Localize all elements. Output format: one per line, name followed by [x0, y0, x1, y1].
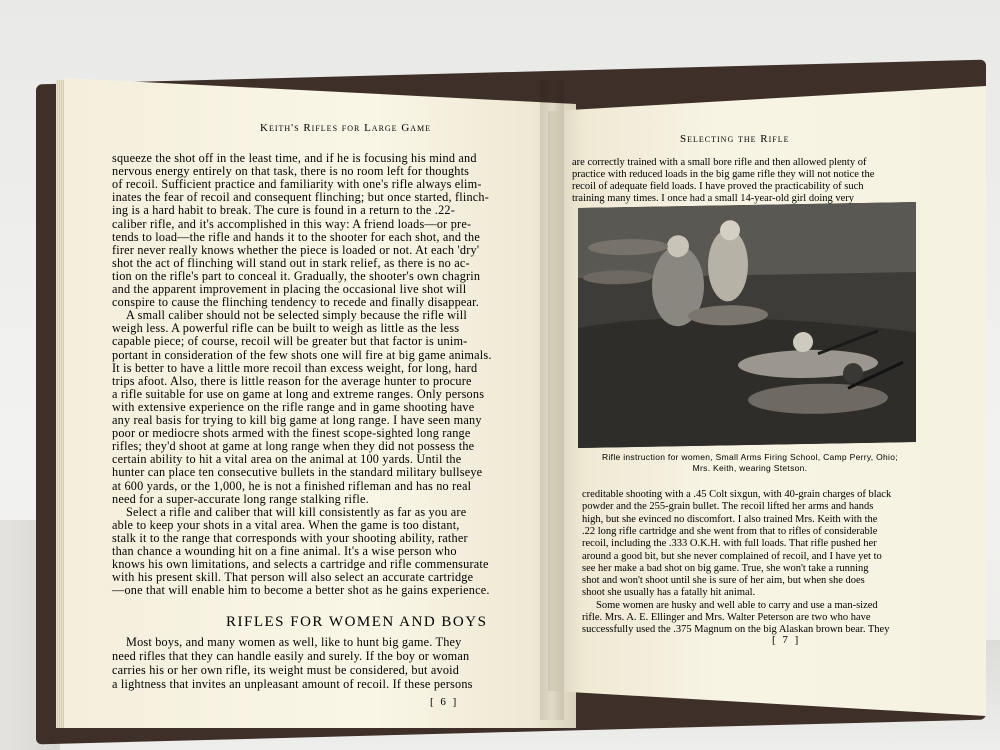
text-line: conspire to cause the flinching tendency to recede and finally disappear. — [112, 295, 480, 310]
text-line: poor or mediocre shots armed with the finest scope-sighted long range — [112, 426, 471, 441]
text-line: tends to load—the rifle and hands it to the shooter for each shot, and the — [112, 229, 480, 244]
text-line: portant in consideration of the few shots one will fire at big game animals. — [112, 347, 492, 362]
text-line: caliber rifle, and it's accomplished in this way: A friend loads—or pre- — [112, 216, 472, 231]
text-line: Most boys, and many women as well, like to hunt big game. They — [126, 635, 462, 649]
text-line: need for a super-accurate long range stalking rifle. — [112, 491, 369, 506]
text-line: successfully used the .375 Magnum on the big Alaskan brown bear. They — [582, 624, 890, 636]
right-page-number: [ 7 ] — [772, 634, 801, 646]
text-line: capable piece; of course, recoil will be greater but that factor is unim- — [112, 334, 468, 349]
text-line: than chance a wounding hit on a fine animal. It's a wise person who — [112, 544, 457, 558]
text-line: and the apparent improvement in placing the occasional live shot will — [112, 282, 467, 296]
book-gutter — [540, 80, 564, 720]
text-line: practice with reduced loads in the big game rifle they will not notice the — [572, 169, 875, 180]
text-line: weigh less. A powerful rifle can be built to weigh as little as the less — [112, 321, 460, 336]
text-line: any real basis for trying to kill big game at long range. I have seen many — [112, 413, 482, 427]
text-line: stalk it to the range that corresponds with your shooting ability, rather — [112, 530, 468, 545]
section-heading: RIFLES FOR WOMEN AND BOYS — [226, 614, 488, 630]
text-line: able to keep your shots in a vital area. When the game is too distant, — [112, 517, 460, 532]
text-line: rifles; they'd shoot at game at long range when they did not possess the — [112, 439, 475, 454]
text-line: ing is a hard habit to break. The cure is found in a return to the .22- — [112, 203, 455, 218]
text-line: shot and won't shoot until she is sure of her aim, but when she does — [582, 575, 865, 587]
text-line: training many times. I once had a small 14-year-old girl doing very — [572, 193, 855, 204]
text-line: A small caliber should not be selected simply because the rifle will — [126, 308, 467, 323]
text-line: knows his own limitations, and selects a cartridge and rifle commensurate — [112, 557, 489, 572]
text-line: high, but she evinced no discomfort. I also trained Mrs. Keith with the — [582, 513, 878, 525]
text-line: Select a rifle and caliber that will kill consistently as far as you are — [126, 504, 467, 519]
text-line: firer never really knows whether the piece is loaded or not. At each 'dry' — [112, 242, 480, 257]
text-line: at 600 yards, or the 1,000, he is not a finished rifleman and has no real — [112, 478, 472, 493]
text-line: around a good bit, but she never complained of recoil, and I have yet to — [582, 550, 882, 562]
text-line: tion on the rifle's part to conceal it. Gradually, the shooter's own chagrin — [112, 268, 481, 283]
caption-line: Rifle instruction for women, Small Arms Firing School, Camp Perry, Ohio; — [602, 452, 898, 462]
text-line: a lightness that invites an unpleasant amount of recoil. If these persons — [112, 677, 473, 691]
photo-illustration — [578, 202, 916, 448]
right-running-head: Selecting the Rifle — [680, 133, 790, 145]
text-line: with his present skill. That person will also select an accurate cartridge — [112, 570, 474, 585]
text-line: .22 long rifle cartridge and she went from that to rifles of considerable — [582, 525, 878, 537]
text-line: hunter can place ten consecutive bullets in the standard military bullseye — [112, 465, 483, 480]
text-line: creditable shooting with a .45 Colt sixgun, with 40-grain charges of black — [582, 489, 892, 500]
left-running-head: Keith's Rifles for Large Game — [260, 122, 432, 134]
text-line: recoil, including the .333 O.K.H. with full loads. That rifle pushed her — [582, 538, 877, 550]
text-line: a rifle suitable for use on game at long and extreme ranges. Only persons — [112, 386, 485, 401]
text-line: powder and the 255-grain bullet. The recoil lifted her arms and hands — [582, 501, 874, 513]
text-line: inates the fear of recoil and consequent flinching; but once started, flinch- — [112, 190, 490, 205]
text-line: shoot she usually has a fatally hit animal. — [582, 587, 756, 599]
text-line: It is better to have a little more recoil than excess weight, for long, hard — [112, 360, 478, 375]
text-line: with extensive experience on the rifle range and in game shooting have — [112, 399, 475, 414]
photograph-rifle-instruction — [578, 202, 916, 448]
text-line: carries his or her own rifle, its weight must be considered, but avoid — [112, 663, 460, 677]
caption-line: Mrs. Keith, wearing Stetson. — [692, 463, 808, 473]
text-line: see her make a bad shot on big game. True, she won't take a running — [582, 562, 869, 574]
text-line: trips afoot. Also, there is little reason for the average hunter to procure — [112, 373, 472, 388]
text-line: rifle. Mrs. A. E. Ellinger and Mrs. Walter Peterson are two who have — [582, 612, 871, 623]
text-line: are correctly trained with a small bore rifle and then allowed plenty of — [572, 157, 867, 168]
text-line: of recoil. Sufficient practice and familiarity with one's rifle always elim- — [112, 177, 482, 192]
text-line: certain ability to hit a vital area on the animal at 100 yards. Until the — [112, 452, 462, 467]
text-line: recoil of adequate field loads. I have proved the practicability of such — [572, 181, 864, 192]
text-line: nervous energy entirely on that task, there is no room left for thoughts — [112, 164, 470, 179]
left-page-number: [ 6 ] — [430, 696, 459, 708]
text-line: need rifles that they can handle easily and surely. If the boy or woman — [112, 649, 470, 663]
text-line: —one that will enable him to become a better shot as he gains experience. — [112, 583, 490, 598]
text-line: shot the act of flinching will stand out in stark relief, as there is no ac- — [112, 255, 470, 270]
text-line: squeeze the shot off in the least time, and if he is focusing his mind and — [112, 151, 477, 165]
text-line: Some women are husky and well able to carry and use a man-sized — [596, 599, 878, 611]
